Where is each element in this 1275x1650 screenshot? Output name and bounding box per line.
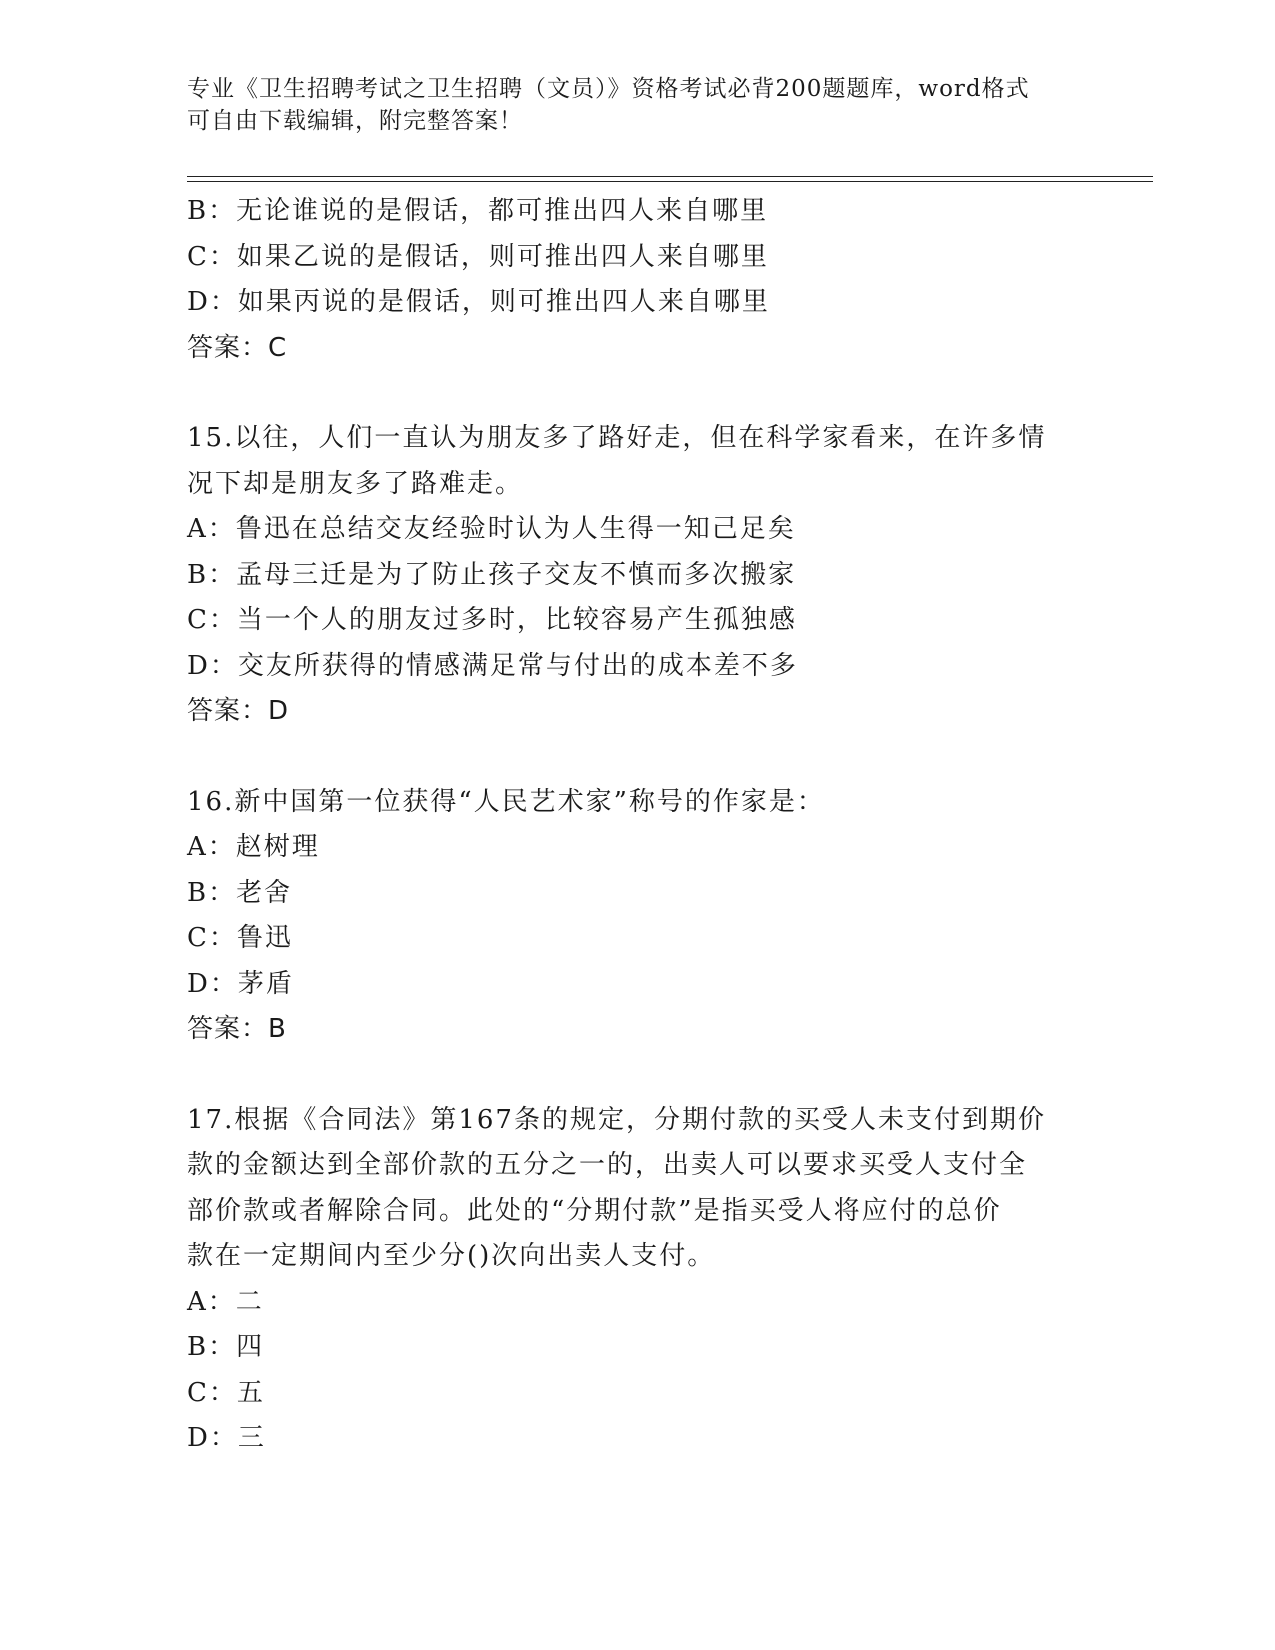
question-text-line: 款在一定期间内至少分()次向出卖人支付。 bbox=[187, 1241, 716, 1271]
document-header bbox=[187, 73, 1087, 137]
option-c: C：当一个人的朋友过多时，比较容易产生孤独感 bbox=[187, 605, 797, 635]
question-content bbox=[187, 189, 1067, 1462]
header-divider-top bbox=[187, 176, 1153, 177]
header-line-1: 专业《卫生招聘考试之卫生招聘（文员）》资格考试必背200题题库，word格式 bbox=[187, 76, 1030, 102]
answer-line: 答案：D bbox=[187, 696, 290, 726]
option-b: B：孟母三迁是为了防止孩子交友不慎而多次搬家 bbox=[187, 559, 797, 590]
option-d: D：三 bbox=[187, 1423, 266, 1453]
option-c: C：鲁迅 bbox=[187, 923, 293, 953]
option-a: A：赵树理 bbox=[187, 832, 320, 862]
option-a: A：二 bbox=[187, 1286, 264, 1317]
spacer bbox=[187, 1053, 1067, 1098]
spacer bbox=[187, 371, 1067, 416]
answer-line: 答案：C bbox=[187, 332, 288, 363]
question-text-line: 款的金额达到全部价款的五分之一的，出卖人可以要求买受人支付全 bbox=[187, 1150, 1028, 1180]
question-text-line: 部价款或者解除合同。此处的“分期付款”是指买受人将应付的总价 bbox=[187, 1195, 1002, 1226]
option-b: B：老舍 bbox=[187, 877, 293, 908]
question-text-line: 15.以往，人们一直认为朋友多了路好走，但在科学家看来，在许多情 bbox=[187, 423, 1047, 453]
option-c: C：五 bbox=[187, 1377, 265, 1408]
header-divider-bottom bbox=[187, 181, 1153, 182]
option-d: D：交友所获得的情感满足常与付出的成本差不多 bbox=[187, 650, 798, 681]
spacer bbox=[187, 735, 1067, 780]
question-17 bbox=[187, 1098, 1067, 1462]
option-a: A：鲁迅在总结交友经验时认为人生得一知己足矣 bbox=[187, 514, 796, 544]
question-text-line: 况下却是朋友多了路难走。 bbox=[187, 468, 524, 499]
option-b: B：无论谁说的是假话，都可推出四人来自哪里 bbox=[187, 196, 769, 226]
header-line-2: 可自由下载编辑，附完整答案！ bbox=[187, 108, 523, 134]
question-16 bbox=[187, 780, 1067, 1053]
question-text-line: 17.根据《合同法》第167条的规定，分期付款的买受人未支付到期价 bbox=[187, 1104, 1046, 1135]
option-c: C：如果乙说的是假话，则可推出四人来自哪里 bbox=[187, 241, 769, 272]
continued-question-options bbox=[187, 189, 1067, 371]
option-b: B：四 bbox=[187, 1332, 265, 1362]
question-15 bbox=[187, 416, 1067, 735]
answer-line: 答案：B bbox=[187, 1014, 287, 1044]
option-d: D：茅盾 bbox=[187, 968, 294, 999]
option-d: D：如果丙说的是假话，则可推出四人来自哪里 bbox=[187, 287, 770, 317]
question-text-line: 16.新中国第一位获得“人民艺术家”称号的作家是： bbox=[187, 786, 825, 817]
